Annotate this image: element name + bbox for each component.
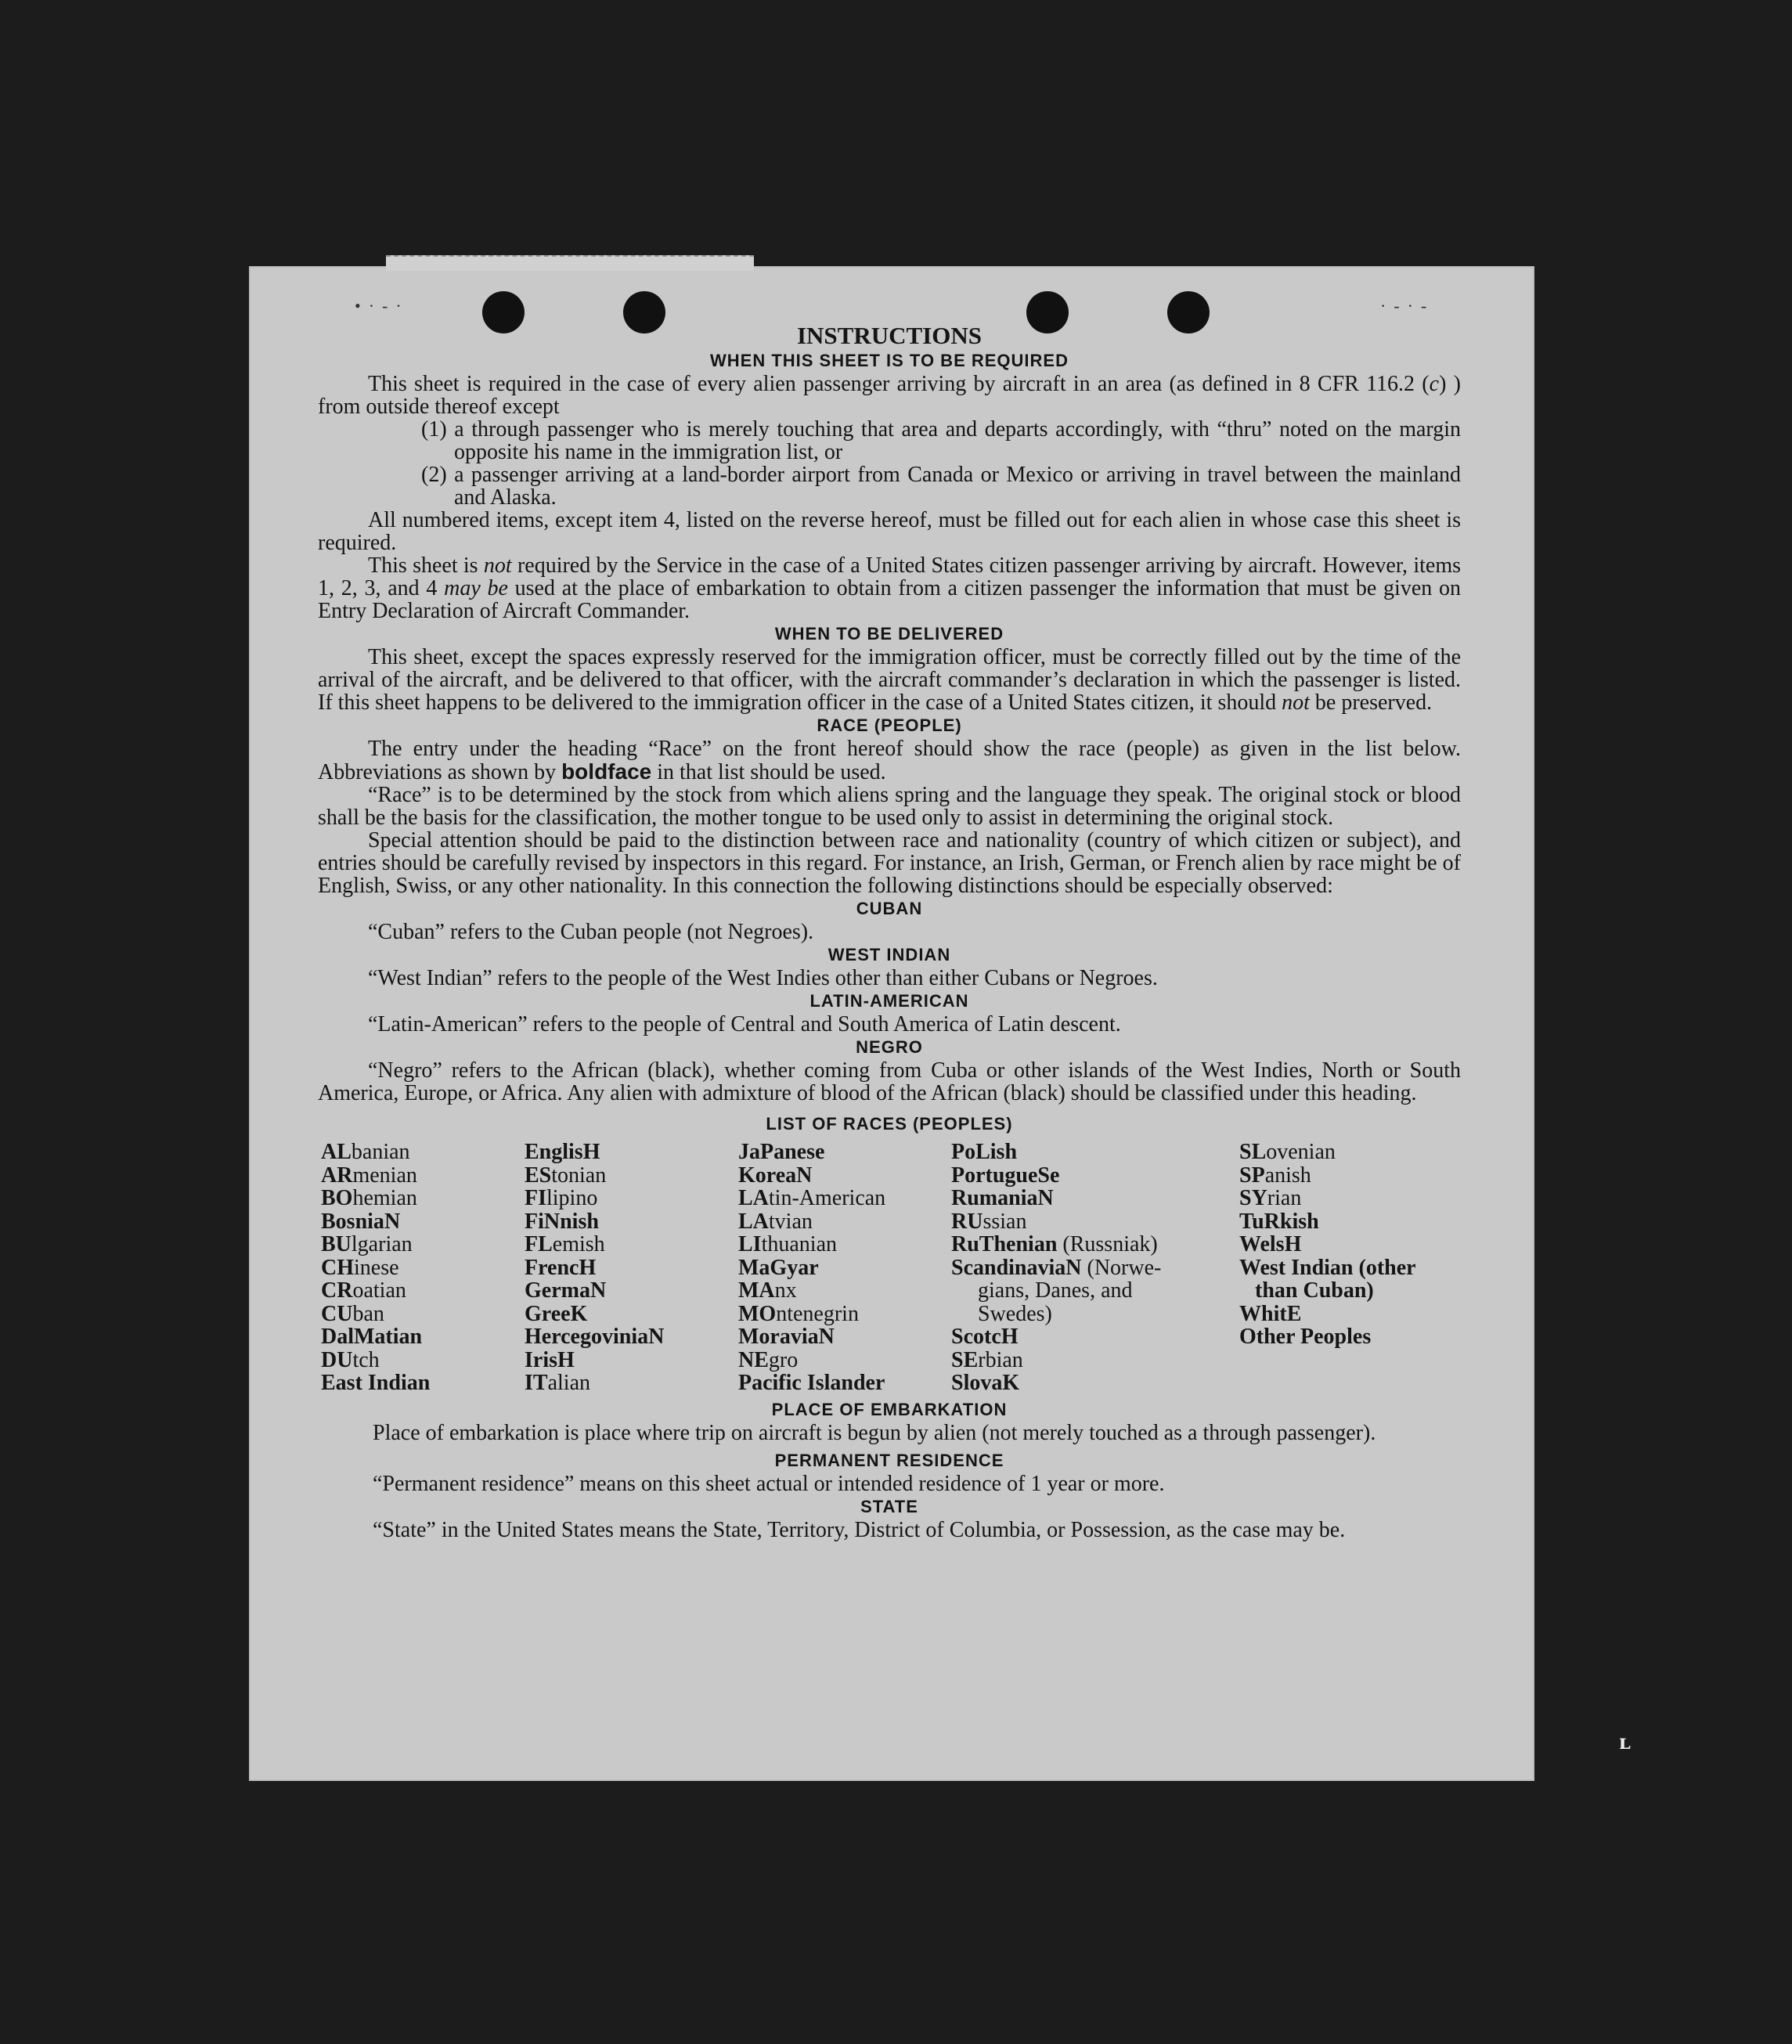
paragraph: Place of embarkation is place where trip on aircraft is begun by alien (not merely touched as a through passenger).: [373, 1420, 1376, 1445]
races-column: [321, 1141, 525, 1395]
race-entry: [321, 1210, 525, 1234]
heading-embarkation: PLACE OF EMBARKATION: [771, 1399, 1008, 1419]
race-abbrev: NE: [738, 1347, 769, 1372]
race-abbrev: SL: [1239, 1140, 1267, 1164]
race-abbrev: West Indian (other: [1239, 1255, 1416, 1280]
race-abbrev: SP: [1239, 1163, 1265, 1188]
page-title: INSTRUCTIONS: [796, 322, 982, 349]
paragraph: “Latin-American” refers to the people of Central and South America of Latin descent.: [368, 1012, 1121, 1036]
document-sheet: [249, 266, 1534, 1781]
race-abbrev: than Cuban): [1255, 1278, 1374, 1303]
paragraph: The entry under the heading “Race” on the front hereof should show the race (people) as given in the list below. Abbreviations as shown by boldface in that list should be used.: [318, 737, 1461, 784]
race-entry: [1239, 1164, 1458, 1188]
race-entry: [738, 1233, 951, 1256]
race-rest: menian: [352, 1163, 417, 1188]
race-entry: [951, 1210, 1239, 1234]
paragraph: “West Indian” refers to the people of the West Indies other than either Cubans or Negroes.: [368, 966, 1158, 990]
race-abbrev: Fi: [525, 1209, 544, 1234]
race-abbrev: Wels: [1239, 1232, 1285, 1256]
paragraph: “State” in the United States means the State, Territory, District of Columbia, or Possession, as the case may be.: [373, 1517, 1346, 1542]
race-abbrev: BO: [321, 1186, 353, 1210]
heading-list-of-races: LIST OF RACES (PEOPLES): [766, 1114, 1013, 1134]
race-abbrev: FI: [525, 1186, 546, 1210]
race-entry: [738, 1325, 951, 1349]
race-entry: [525, 1349, 738, 1372]
race-abbrev: H: [1001, 1325, 1019, 1349]
races-column: [951, 1141, 1239, 1395]
race-abbrev: N: [590, 1278, 607, 1303]
race-entry: [951, 1325, 1239, 1349]
heading-negro: NEGRO: [856, 1037, 923, 1057]
race-abbrev: Bosnia: [321, 1209, 384, 1234]
races-column: [738, 1141, 951, 1395]
race-entry: [321, 1303, 525, 1326]
race-abbrev: JaPanese: [738, 1140, 825, 1164]
race-entry: [951, 1141, 1239, 1164]
race-abbrev: Germa: [525, 1278, 590, 1303]
race-abbrev: Pacific Islander: [738, 1371, 885, 1395]
race-rest: inese: [354, 1255, 399, 1280]
race-rest: rbian: [978, 1347, 1023, 1372]
race-abbrev: DU: [321, 1347, 353, 1372]
paragraph: “Permanent residence” means on this sheet actual or intended residence of 1 year or more.: [373, 1471, 1165, 1496]
race-abbrev: CH: [321, 1255, 354, 1280]
race-rest: lipino: [546, 1186, 598, 1210]
race-abbrev: Rumania: [951, 1186, 1038, 1210]
race-entry: [951, 1164, 1239, 1188]
race-abbrev: PortugueSe: [951, 1163, 1060, 1188]
race-abbrev: N: [1037, 1186, 1054, 1210]
race-entry: [738, 1187, 951, 1210]
race-entry: [525, 1303, 738, 1326]
race-rest: lgarian: [351, 1232, 413, 1256]
race-rest: ovenian: [1266, 1140, 1336, 1164]
race-entry: [321, 1187, 525, 1210]
race-entry: [321, 1141, 525, 1164]
race-abbrev: Scotc: [951, 1325, 1001, 1349]
race-rest: ban: [352, 1301, 384, 1326]
race-rest: ssian: [983, 1209, 1027, 1234]
margin-marks: •·-·: [355, 296, 409, 315]
race-abbrev: East Indian: [321, 1371, 431, 1395]
heading-west-indian: WEST INDIAN: [827, 945, 951, 964]
race-entry: [321, 1325, 525, 1349]
race-abbrev: Gree: [525, 1301, 571, 1326]
race-entry: [321, 1372, 525, 1395]
race-entry: [951, 1187, 1239, 1210]
race-abbrev: Nnish: [543, 1209, 599, 1234]
race-entry: [321, 1256, 525, 1280]
race-abbrev: AL: [321, 1140, 352, 1164]
race-entry: [738, 1303, 951, 1326]
race-entry: [321, 1164, 525, 1188]
race-abbrev: Scandinavia: [951, 1255, 1066, 1280]
race-rest: oatian: [352, 1278, 406, 1303]
race-rest: gians, Danes, and: [978, 1278, 1133, 1303]
race-abbrev: Other Peoples: [1239, 1325, 1372, 1349]
race-abbrev: N: [648, 1325, 665, 1349]
race-abbrev: N: [1065, 1255, 1082, 1280]
race-entry: [738, 1210, 951, 1234]
race-abbrev: H: [582, 1140, 600, 1164]
race-abbrev: Hercegovinia: [525, 1325, 649, 1349]
race-abbrev: Whit: [1239, 1301, 1287, 1326]
race-abbrev: Englis: [525, 1140, 583, 1164]
race-rest: rian: [1267, 1186, 1302, 1210]
race-entry: [321, 1279, 525, 1303]
race-abbrev: CR: [321, 1278, 353, 1303]
race-entry: [951, 1372, 1239, 1395]
race-entry: [1239, 1325, 1458, 1349]
race-entry: [1239, 1187, 1458, 1210]
exception-item-2: (2) a passenger arriving at a land-border airport from Canada or Mexico or arriving in travel between the mainland and Alaska.: [421, 463, 1461, 510]
race-entry: [321, 1233, 525, 1256]
race-rest: gro: [768, 1347, 799, 1372]
race-abbrev: RuThenian: [951, 1232, 1058, 1256]
race-rest: anish: [1264, 1163, 1311, 1188]
paragraph: “Cuban” refers to the Cuban people (not Negroes).: [368, 920, 814, 944]
race-entry: [321, 1349, 525, 1372]
heading-state: STATE: [860, 1496, 918, 1516]
margin-marks: ·-·-: [1380, 296, 1435, 315]
races-column: [1239, 1141, 1458, 1395]
race-entry: [525, 1187, 738, 1210]
race-abbrev: BU: [321, 1232, 352, 1256]
paragraph: “Negro” refers to the African (black), whether coming from Cuba or other islands of the West Indies, North or South America, Europe, or Africa. Any alien with admixture of blood of the African (black) should be classified under this heading.: [318, 1058, 1461, 1105]
race-entry: [951, 1233, 1239, 1256]
bleed-through-text: [296, 1730, 1470, 1755]
scan-mark: ʟ: [1619, 1729, 1632, 1754]
race-entry: [525, 1141, 738, 1164]
race-rest: tvian: [768, 1209, 813, 1234]
race-abbrev: Frenc: [525, 1255, 579, 1280]
race-entry: [951, 1279, 1239, 1303]
paper-tab: [386, 255, 754, 271]
race-abbrev: N: [384, 1209, 401, 1234]
race-entry: [1239, 1279, 1458, 1303]
race-abbrev: TuRkish: [1239, 1209, 1319, 1234]
race-rest: tonian: [551, 1163, 607, 1188]
heading-cuban: CUBAN: [856, 899, 923, 918]
race-entry: [738, 1141, 951, 1164]
race-entry: [738, 1349, 951, 1372]
race-abbrev: LI: [738, 1232, 762, 1256]
race-rest: banian: [351, 1140, 410, 1164]
race-entry: [951, 1303, 1239, 1326]
race-abbrev: Iris: [525, 1347, 557, 1372]
race-abbrev: CU: [321, 1301, 353, 1326]
paragraph: “Race” is to be determined by the stock from which aliens spring and the language they speak. The original stock or blood shall be the basis for the classification, the mother tongue to be used only to assist in determining the original stock.: [318, 783, 1461, 830]
race-entry: [1239, 1256, 1458, 1280]
race-entry: [525, 1279, 738, 1303]
race-entry: [525, 1210, 738, 1234]
race-abbrev: SY: [1239, 1186, 1267, 1210]
heading-latin-american: LATIN-AMERICAN: [809, 991, 969, 1011]
race-abbrev: H: [557, 1347, 575, 1372]
race-entry: [525, 1164, 738, 1188]
race-abbrev: IT: [525, 1371, 548, 1395]
race-entry: [1239, 1303, 1458, 1326]
race-entry: [1239, 1233, 1458, 1256]
race-entry: [951, 1349, 1239, 1372]
race-entry: [1239, 1210, 1458, 1234]
race-abbrev: MO: [738, 1301, 777, 1326]
heading-when-required: WHEN THIS SHEET IS TO BE REQUIRED: [710, 351, 1069, 370]
race-rest: (Russniak): [1057, 1232, 1158, 1256]
heading-race: RACE (PEOPLE): [817, 716, 962, 735]
race-abbrev: Dal: [321, 1325, 354, 1349]
race-abbrev: H: [1284, 1232, 1302, 1256]
race-abbrev: Moravia: [738, 1325, 819, 1349]
race-abbrev: LA: [738, 1209, 769, 1234]
race-abbrev: AR: [321, 1163, 353, 1188]
exception-item-1: (1) a through passenger who is merely touching that area and departs accordingly, with “thru” noted on the margin opposite his name in the immigration list, or: [421, 417, 1461, 464]
race-entry: [951, 1256, 1239, 1280]
race-abbrev: RU: [951, 1209, 983, 1234]
race-abbrev: Slova: [951, 1371, 1003, 1395]
race-rest: (Norwe-: [1081, 1255, 1162, 1280]
race-abbrev: SE: [951, 1347, 979, 1372]
race-rest: tin-American: [768, 1186, 886, 1210]
heading-permanent-residence: PERMANENT RESIDENCE: [774, 1450, 1004, 1470]
race-abbrev: N: [818, 1325, 835, 1349]
race-abbrev: N: [796, 1163, 813, 1188]
heading-when-delivered: WHEN TO BE DELIVERED: [774, 624, 1004, 643]
race-abbrev: K: [570, 1301, 588, 1326]
paragraph: This sheet, except the spaces expressly reserved for the immigration officer, must be correctly filled out by the time of the arrival of the aircraft, and be delivered to that officer, with the aircraft commander’s declaration in which the passenger is listed. If this sheet happens to be delivered to the immigration officer in the case of a United States citizen, it should not be preserved.: [318, 645, 1461, 715]
race-entry: [738, 1256, 951, 1280]
race-abbrev: PoLish: [951, 1140, 1018, 1164]
race-rest: ntenegrin: [776, 1301, 859, 1326]
race-abbrev: MaGyar: [738, 1255, 819, 1280]
race-abbrev: H: [579, 1255, 597, 1280]
paragraph: This sheet is required in the case of every alien passenger arriving by aircraft in an area (as defined in 8 CFR 116.2 (c) ) from outside thereof except: [318, 372, 1461, 419]
races-list: [321, 1141, 1461, 1395]
race-abbrev: LA: [738, 1186, 769, 1210]
race-rest: tch: [352, 1347, 380, 1372]
race-entry: [525, 1256, 738, 1280]
race-entry: [525, 1233, 738, 1256]
race-abbrev: FL: [525, 1232, 553, 1256]
race-rest: nx: [774, 1278, 797, 1303]
race-abbrev: MA: [738, 1278, 775, 1303]
race-entry: [738, 1164, 951, 1188]
race-entry: [738, 1279, 951, 1303]
race-rest: emish: [552, 1232, 605, 1256]
race-entry: [525, 1325, 738, 1349]
race-entry: [738, 1372, 951, 1395]
race-abbrev: K: [1002, 1371, 1020, 1395]
race-entry: [1239, 1141, 1458, 1164]
race-rest: thuanian: [761, 1232, 837, 1256]
paragraph: This sheet is not required by the Service in the case of a United States citizen passenger arriving by aircraft. However, items 1, 2, 3, and 4 may be used at the place of embarkation to obtain from a citizen passenger the information that must be given on Entry Declaration of Aircraft Commander.: [318, 553, 1461, 623]
race-rest: hemian: [352, 1186, 417, 1210]
paragraph: Special attention should be paid to the distinction between race and nationality (country of which citizen or subject), and entries should be carefully revised by inspectors in this regard. For instance, an Irish, German, or French alien by race might be of English, Swiss, or any other nationality. In this connection the following distinctions should be especially observed:: [318, 828, 1461, 898]
race-abbrev: Matian: [354, 1325, 423, 1349]
instructions-body: [318, 319, 1461, 1541]
race-rest: Swedes): [978, 1301, 1052, 1326]
race-abbrev: E: [1286, 1301, 1302, 1326]
race-abbrev: ES: [525, 1163, 552, 1188]
race-entry: [525, 1372, 738, 1395]
paragraph: All numbered items, except item 4, listed on the reverse hereof, must be filled out for each alien in whose case this sheet is required.: [318, 508, 1461, 555]
race-rest: alian: [547, 1371, 590, 1395]
races-column: [525, 1141, 738, 1395]
race-abbrev: Korea: [738, 1163, 797, 1188]
